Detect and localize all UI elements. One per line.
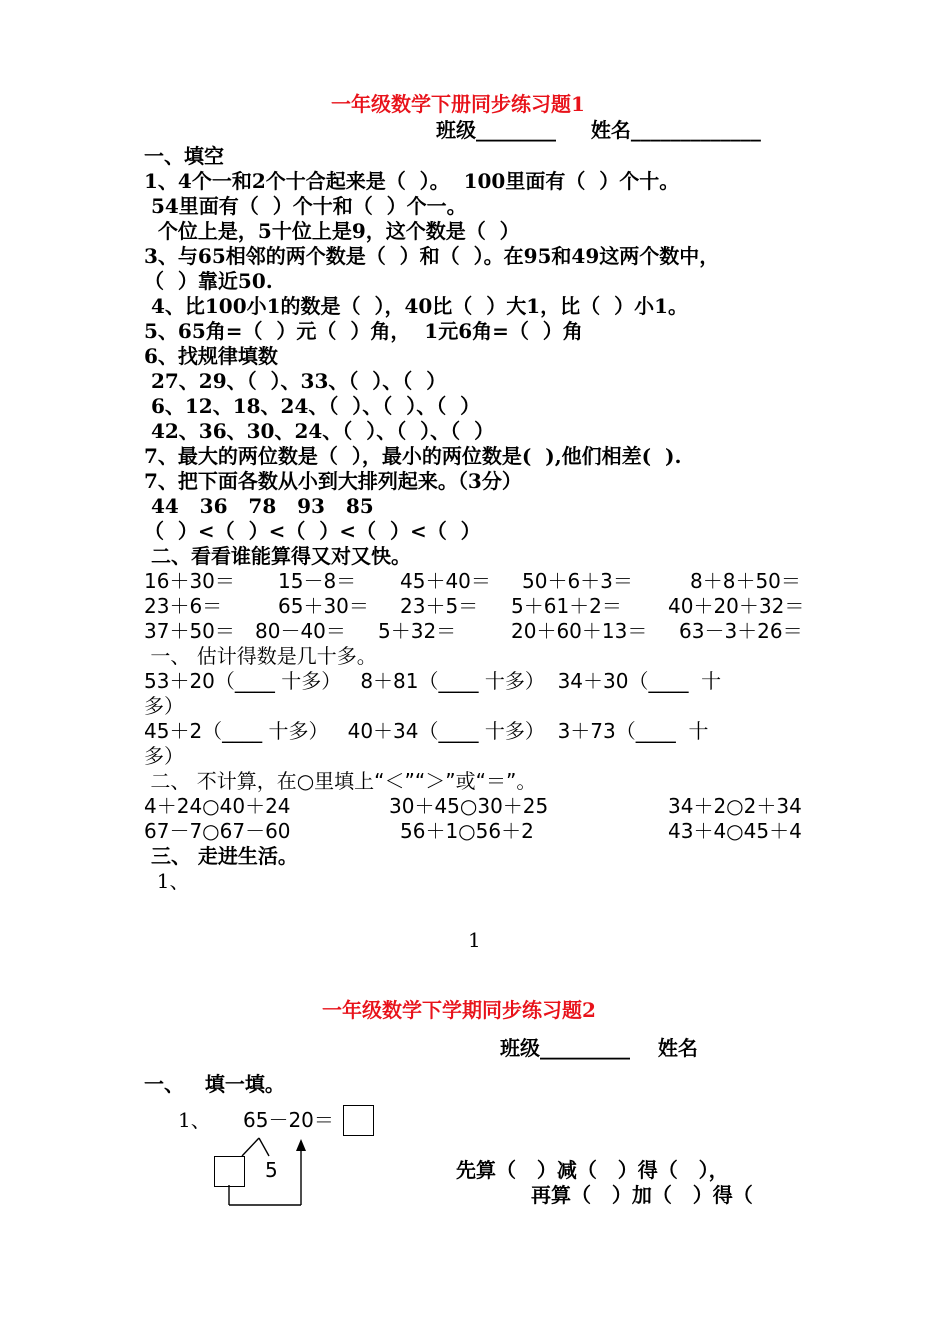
split-diagram-lines (225, 1135, 315, 1215)
calc-item: 80－40＝ (255, 619, 346, 643)
calc-item: 50＋6＋3＝ (522, 569, 633, 593)
answer-box[interactable] (343, 1105, 374, 1136)
question-6: 6、找规律填数 (144, 344, 278, 368)
question-2: 个位上是，5十位上是9，这个数是（ ） (144, 219, 520, 243)
calc-item: 37＋50＝ (144, 619, 235, 643)
section-heading: 一、 填一填。 (144, 1072, 285, 1096)
class-name-line: 班级________ 姓名_____________ (436, 118, 761, 142)
calc-item: 20＋60＋13＝ (511, 619, 648, 643)
compare-item: 56＋1○56＋2 (400, 819, 534, 843)
question-3: 3、与65相邻的两个数是（ ）和（ ）。在95和49这两个数中， (144, 244, 720, 268)
question-4: 4、比100小1的数是（ ），40比（ ）大1，比（ ）小1。 (144, 294, 688, 318)
calc-item: 40＋20＋32＝ (668, 594, 805, 618)
question-8: 7、把下面各数从小到大排列起来。（3分） (144, 469, 522, 493)
page-title: 一年级数学下学期同步练习题2 (322, 998, 596, 1022)
calc-item: 8＋8＋50＝ (690, 569, 801, 593)
question-1: 1、4个一和2个十合起来是（ ）。 100里面有（ ）个十。 (144, 169, 680, 193)
question-5: 5、65角=（ ）元（ ）角， 1元6角=（ ）角 (144, 319, 583, 343)
split-number: 5 (265, 1158, 278, 1182)
question-label: 1、 (144, 869, 190, 893)
question-7: 7、最大的两位数是（ ），最小的两位数是( ),他们相差( ). (144, 444, 682, 468)
question-label: 1、 (178, 1108, 211, 1132)
equation: 65－20＝ (243, 1108, 334, 1132)
second-step-text: 再算（ ）加（ ）得（ (531, 1183, 753, 1207)
split-line-right (259, 1138, 269, 1156)
pattern-row-2: 6、12、18、24、（ ）、（ ）、（ ） (144, 394, 481, 418)
pattern-row-1: 27、29、（ ）、33、（ ）、（ ） (144, 369, 447, 393)
question-1-cont: 54里面有（ ）个十和（ ）个一。 (144, 194, 467, 218)
compare-item: 4＋24○40＋24 (144, 794, 291, 818)
calc-item: 23＋5＝ (400, 594, 479, 618)
calc-item: 5＋32＝ (378, 619, 457, 643)
compare-item: 34＋2○2＋34 (668, 794, 802, 818)
split-line-left (242, 1138, 259, 1156)
calc-item: 23＋6＝ (144, 594, 223, 618)
section-heading: 一、填空 (144, 144, 224, 168)
pattern-row-3: 42、36、30、24、（ ）、（ ）、（ ） (144, 419, 495, 443)
section-heading: 二、 不计算，在○里填上“＜”“＞”或“＝”。 (144, 769, 537, 793)
estimate-row: 53＋20（____ 十多） 8＋81（____ 十多） 34＋30（____ 十 (144, 669, 722, 693)
compare-item: 67－7○67－60 (144, 819, 291, 843)
calc-item: 65＋30＝ (278, 594, 369, 618)
calc-item: 45＋40＝ (400, 569, 491, 593)
arrow-head-icon (296, 1139, 306, 1151)
calc-item: 16＋30＝ (144, 569, 235, 593)
class-name-line: 班级_________ 姓名 (500, 1036, 698, 1060)
estimate-row-cont: 多） (144, 744, 184, 768)
calc-item: 5＋61＋2＝ (511, 594, 622, 618)
section-heading: 一、 估计得数是几十多。 (144, 644, 377, 668)
compare-item: 43＋4○45＋4 (668, 819, 802, 843)
page-number: 1 (468, 928, 481, 952)
calc-item: 15－8＝ (278, 569, 357, 593)
estimate-row-cont: 多） (144, 694, 184, 718)
first-step-text: 先算（ ）减（ ）得（ ）， (456, 1158, 729, 1182)
section-heading: 二、看看谁能算得又对又快。 (144, 544, 411, 568)
compare-item: 30＋45○30＋25 (389, 794, 549, 818)
section-heading: 三、 走进生活。 (144, 844, 298, 868)
numbers-to-sort: 44 36 78 93 85 (144, 494, 374, 518)
sort-blanks: （ ）<（ ）<（ ）<（ ）<（ ） (144, 519, 481, 543)
calc-item: 63－3＋26＝ (679, 619, 803, 643)
page-title: 一年级数学下册同步练习题1 (331, 92, 585, 116)
question-3-cont: （ ）靠近50. (144, 269, 273, 293)
estimate-row: 45＋2（____ 十多） 40＋34（____ 十多） 3＋73（____ 十 (144, 719, 709, 743)
